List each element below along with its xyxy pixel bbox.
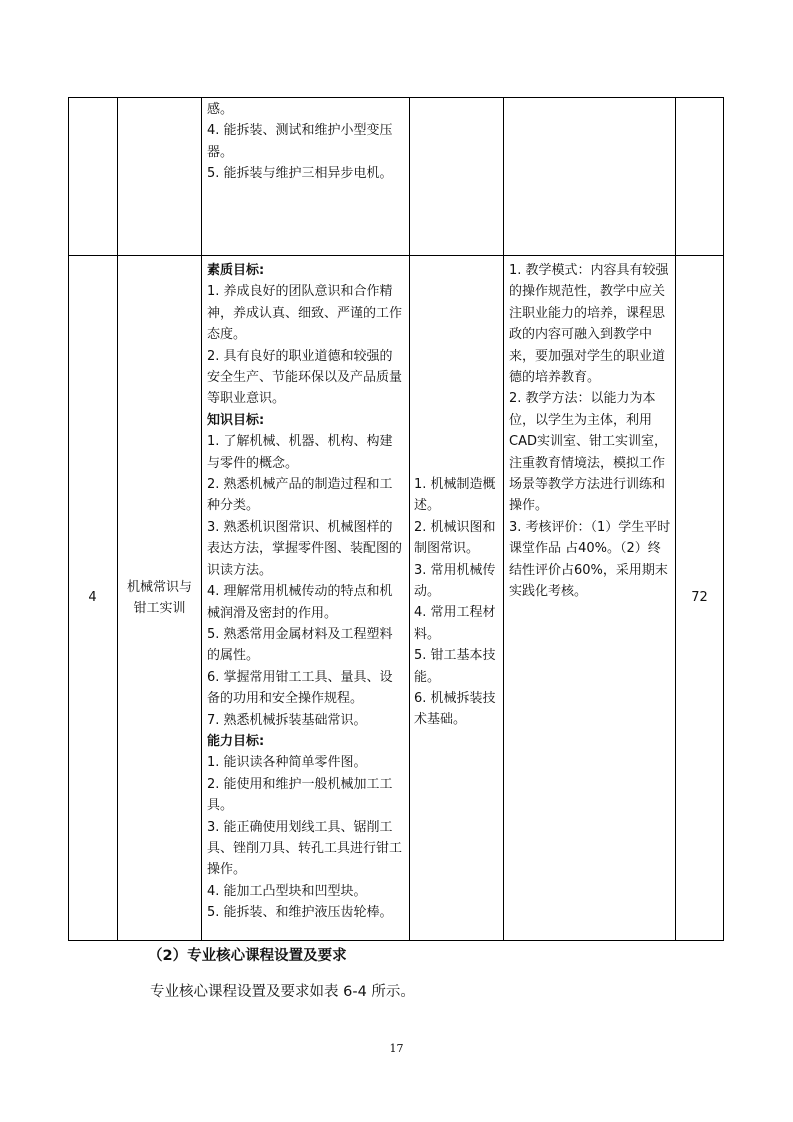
knowledge-item: 6. 掌握常用钳工工具、量具、设备的功用和安全操作规程。 [207, 669, 393, 707]
hours: 72 [691, 590, 708, 606]
table-col-border [503, 97, 504, 941]
ability-item: 3. 能正确使用划线工具、锯削工具、锉削刀具、转孔工具进行钳工操作。 [207, 819, 403, 878]
table-bottom-border [68, 940, 724, 941]
teaching-item: 2. 教学方法：以能力为本位，以学生为主体，利用CAD实训室、钳工实训室，注重教育情境法，模拟工作场景等教学方法进行训练和操作。 [509, 391, 667, 514]
ability-item: 4. 能加工凸型块和凹型块。 [207, 883, 367, 899]
knowledge-item: 3. 熟悉机识图常识、机械图样的表达方法，掌握零件图、装配图的识读方法。 [207, 519, 403, 578]
page-number: 17 [389, 1042, 404, 1055]
prev-row-objectives [207, 99, 403, 185]
section-text: 专业核心课程设置及要求如表 6-4 所示。 [150, 984, 415, 1000]
course-name: 机械常识与钳工实训 [126, 579, 192, 616]
knowledge-item: 7. 熟悉机械拆装基础常识。 [207, 712, 367, 728]
content-item: 4. 常用工程材料。 [414, 605, 496, 642]
knowledge-item: 5. 熟悉常用金属材料及工程塑料的属性。 [207, 626, 393, 664]
knowledge-item: 2. 熟悉机械产品的制造过程和工种分类。 [207, 477, 393, 514]
content-item: 6. 机械拆装技术基础。 [414, 691, 496, 728]
course-name-cell [118, 256, 201, 940]
ability-item: 1. 能识读各种简单零件图。 [207, 755, 367, 771]
teaching-item: 1. 教学模式：内容具有较强的操作规范性，教学中应关注职业能力的培养，课程思政的内容可融入到教学中来，要加强对学生的职业道德的培养教育。 [509, 263, 669, 386]
content-item: 5. 钳工基本技能。 [414, 648, 496, 685]
quality-heading: 素质目标: [207, 263, 265, 278]
ability-item: 5. 能拆装、和维护液压齿轮棒。 [207, 905, 393, 921]
section-heading: （2）专业核心课程设置及要求 [148, 948, 347, 964]
table-col-border [409, 97, 410, 941]
table-top-border [68, 97, 724, 98]
objectives-cell [207, 260, 405, 924]
table-col-border [723, 97, 724, 941]
knowledge-heading: 知识目标: [207, 412, 265, 428]
hours-cell [676, 256, 723, 940]
table-col-border [201, 97, 202, 941]
content-item: 3. 常用机械传动。 [414, 562, 496, 600]
content-cell [414, 474, 500, 731]
knowledge-item: 1. 了解机械、机器、机构、构建与零件的概念。 [207, 434, 393, 471]
knowledge-item: 4. 理解常用机械传动的特点和机械润滑及密封的作用。 [207, 584, 393, 621]
course-table [68, 97, 724, 941]
content-item: 2. 机械识图和制图常识。 [414, 519, 496, 557]
quality-item: 1. 养成良好的团队意识和合作精神，养成认真、细致、严谨的工作态度。 [207, 284, 403, 343]
quality-item: 2. 具有良好的职业道德和较强的安全生产、节能环保以及产品质量等职业意识。 [207, 348, 403, 407]
content-item: 1. 机械制造概述。 [414, 477, 496, 514]
teaching-item: 3. 考核评价：（1）学生平时课堂作品 占40%。（2）终结性评价占60%，采用期末实践化考核。 [509, 519, 671, 600]
objective-line: 4. 能拆装、测试和维护小型变压器。 [207, 123, 393, 160]
row-number-cell [68, 256, 117, 940]
ability-heading: 能力目标: [207, 733, 265, 749]
teaching-cell [509, 260, 671, 603]
objective-line: 感。 [207, 102, 234, 117]
ability-item: 2. 能使用和维护一般机械加工工具。 [207, 776, 393, 814]
objective-line: 5. 能拆装与维护三相异步电机。 [207, 166, 393, 182]
row-number: 4 [88, 590, 97, 606]
